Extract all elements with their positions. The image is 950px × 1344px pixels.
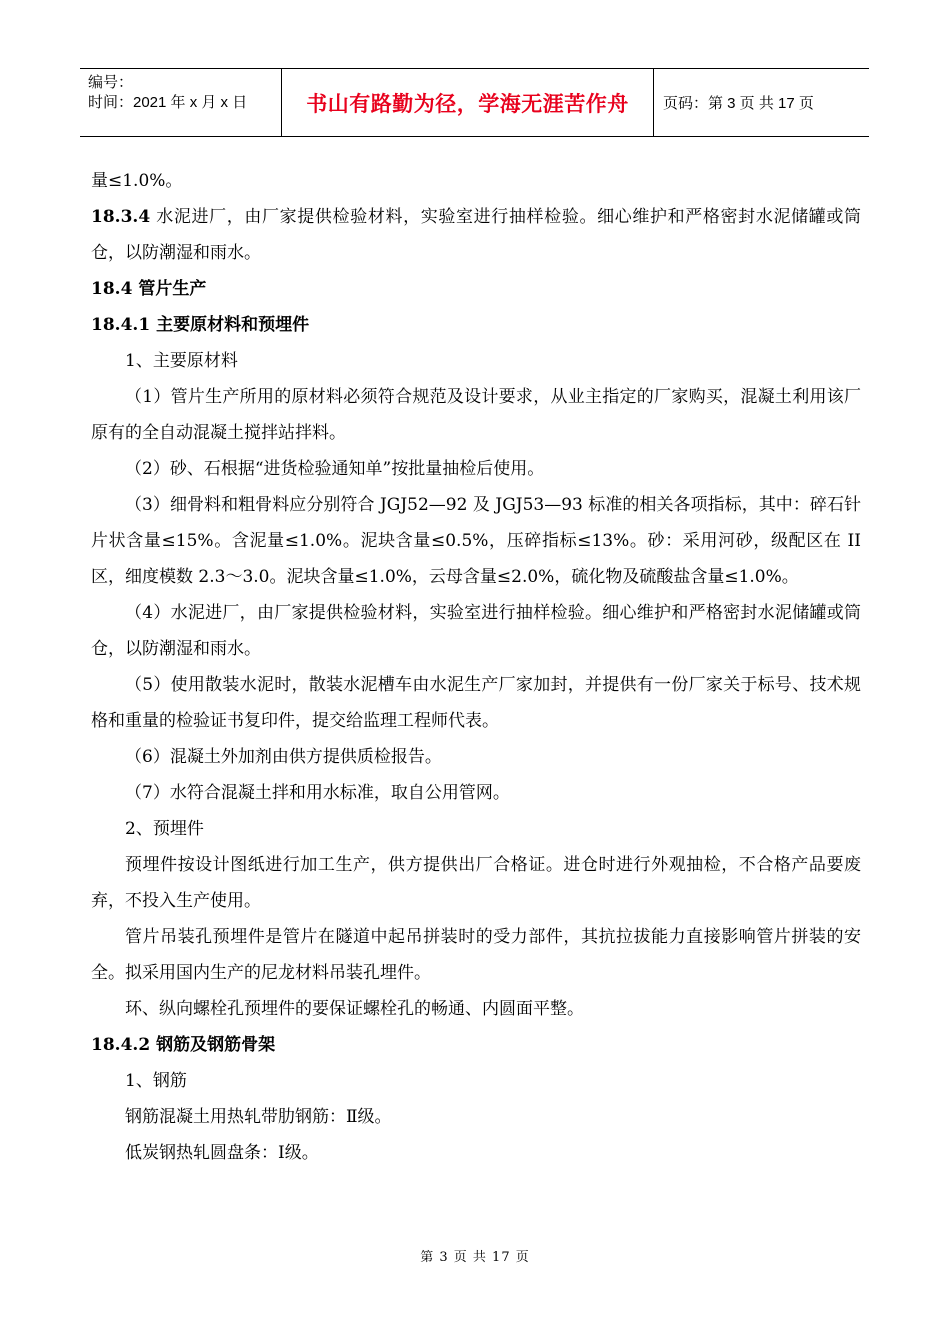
paragraph: 量≤1.0%。 [91,171,183,191]
subsection-heading: 18.4.1 主要原材料和预埋件 [91,315,310,335]
number-label: 编号： [88,74,134,91]
page-header [80,68,869,137]
paragraph: （3）细骨料和粗骨料应分别符合 JGJ52—92 及 JGJ53—93 标准的相关各项指标，其中：碎石针片状含量≤15%。含泥量≤1.0%。泥块含量≤0.5%，压碎指标≤13%。砂：采用河砂，级配区在 II 区，细度模数 2.3～3.0。泥块含量≤1.0%，云母含量≤2.0%，硫化物及硫酸盐含量≤1.0%。 [91,495,861,587]
paragraph: 环、纵向螺栓孔预埋件的要保证螺栓孔的畅通、内圆面平整。 [125,999,584,1019]
paragraph: 钢筋混凝土用热轧带肋钢筋：Ⅱ级。 [125,1107,392,1127]
section-heading: 18.4 管片生产 [91,279,207,299]
paragraph: （4）水泥进厂，由厂家提供检验材料，实验室进行抽样检验。细心维护和严格密封水泥储罐或筒仓，以防潮湿和雨水。 [91,603,861,659]
list-heading: 1、主要原材料 [125,351,238,371]
header-motto: 书山有路勤为径，学海无涯苦作舟 [282,69,654,136]
paragraph: （7）水符合混凝土拌和用水标准，取自公用管网。 [125,783,510,803]
paragraph [91,199,861,271]
document-body [91,163,861,1171]
paragraph: （1）管片生产所用的原材料必须符合规范及设计要求，从业主指定的厂家购买，混凝土利用该厂原有的全自动混凝土搅拌站拌料。 [91,387,861,443]
paragraph: （5）使用散装水泥时，散装水泥槽车由水泥生产厂家加封，并提供有一份厂家关于标号、技术规格和重量的检验证书复印件，提交给监理工程师代表。 [91,675,861,731]
page-footer: 第 3 页 共 17 页 [420,1250,530,1265]
list-heading: 2、预埋件 [125,819,204,839]
subsection-heading: 18.4.2 钢筋及钢筋骨架 [91,1035,276,1055]
paragraph-text: 水泥进厂，由厂家提供检验材料，实验室进行抽样检验。细心维护和严格密封水泥储罐或筒仓，以防潮湿和雨水。 [91,207,861,263]
list-heading: 1、钢筋 [125,1071,187,1091]
header-page-info: 页码：第 3 页 共 17 页 [663,95,814,112]
header-meta [80,69,282,136]
paragraph: （2）砂、石根据“进货检验通知单”按批量抽检后使用。 [125,459,545,479]
paragraph: （6）混凝土外加剂由供方提供质检报告。 [125,747,442,767]
section-number: 18.3.4 [91,207,151,227]
paragraph: 管片吊装孔预埋件是管片在隧道中起吊拼装时的受力部件，其抗拉拔能力直接影响管片拼装的安全。拟采用国内生产的尼龙材料吊装孔埋件。 [91,927,861,983]
paragraph: 低炭钢热轧圆盘条：Ⅰ级。 [125,1143,319,1163]
time-label: 时间：2021 年 x 月 x 日 [88,94,248,111]
paragraph: 预埋件按设计图纸进行加工生产，供方提供出厂合格证。进仓时进行外观抽检，不合格产品要废弃，不投入生产使用。 [91,855,861,911]
